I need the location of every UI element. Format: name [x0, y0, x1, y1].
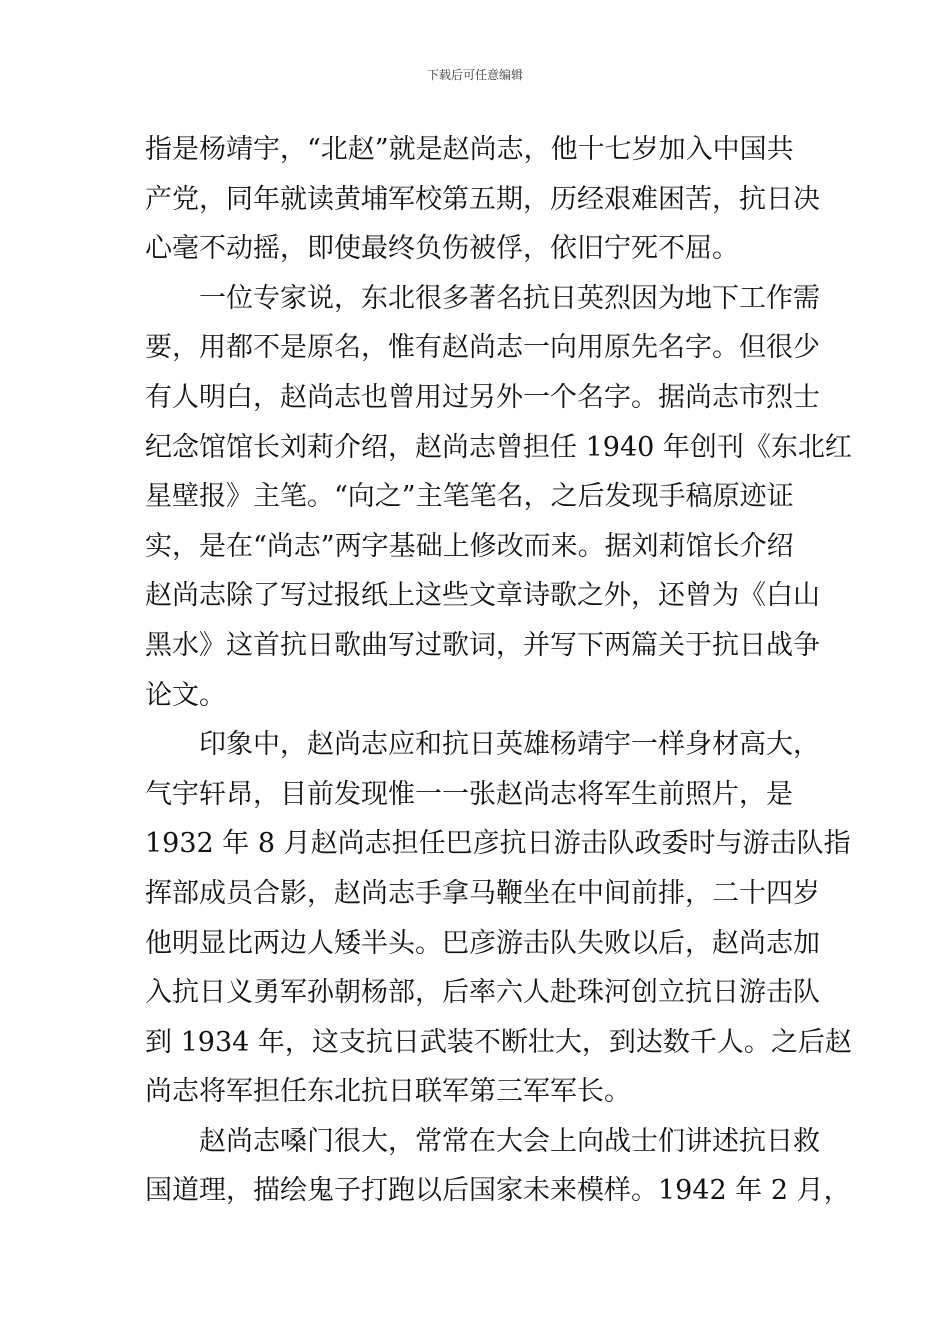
text-line: 心毫不动摇，即使最终负伤被俘，依旧宁死不屈。 [145, 233, 739, 265]
text-line: 论文。 [145, 679, 226, 711]
text-line: 星壁报》主笔。“向之”主笔笔名，之后发现手稿原迹证 [145, 481, 794, 513]
text-line: 到 1934 年，这支抗日武装不断壮大，到达数千人。之后赵 [145, 1026, 852, 1058]
document-body [145, 125, 852, 1216]
text-line: 黑水》这首抗日歌曲写过歌词，并写下两篇关于抗日战争 [145, 629, 820, 661]
text-line: 要，用都不是原名，惟有赵尚志一向用原先名字。但很少 [145, 332, 820, 364]
text-line: 有人明白，赵尚志也曾用过另外一个名字。据尚志市烈士 [145, 381, 820, 413]
text-line: 产党，同年就读黄埔军校第五期，历经艰难困苦，抗日决 [145, 183, 820, 215]
text-line: 入抗日义勇军孙朝杨部，后率六人赴珠河创立抗日游击队 [145, 977, 820, 1009]
paragraph-first-line: 印象中，赵尚志应和抗日英雄杨靖宇一样身材高大， [199, 729, 820, 761]
text-line: 国道理，描绘鬼子打跑以后国家未来模样。1942 年 2 月， [145, 1175, 851, 1207]
text-line: 指是杨靖宇，“北赵”就是赵尚志，他十七岁加入中国共 [145, 134, 794, 165]
text-line: 实，是在“尚志”两字基础上修改而来。据刘莉馆长介绍 [145, 530, 794, 562]
text-line: 尚志将军担任东北抗日联军第三军军长。 [145, 1076, 631, 1108]
text-line: 1932 年 8 月赵尚志担任巴彦抗日游击队政委时与游击队指 [145, 828, 851, 860]
page-header: 下载后可任意编辑 [426, 68, 523, 82]
text-line: 他明显比两边人矮半头。巴彦游击队失败以后，赵尚志加 [145, 927, 820, 959]
text-line: 纪念馆馆长刘莉介绍，赵尚志曾担任 1940 年创刊《东北红 [145, 431, 852, 463]
text-line: 赵尚志除了写过报纸上这些文章诗歌之外，还曾为《白山 [145, 580, 820, 612]
paragraph-first-line: 赵尚志嗓门很大，常常在大会上向战士们讲述抗日救 [199, 1125, 820, 1157]
text-line: 挥部成员合影，赵尚志手拿马鞭坐在中间前排，二十四岁 [145, 877, 820, 909]
paragraph-first-line: 一位专家说，东北很多著名抗日英烈因为地下工作需 [199, 282, 820, 314]
text-line: 气宇轩昂，目前发现惟一一张赵尚志将军生前照片，是 [145, 778, 793, 810]
